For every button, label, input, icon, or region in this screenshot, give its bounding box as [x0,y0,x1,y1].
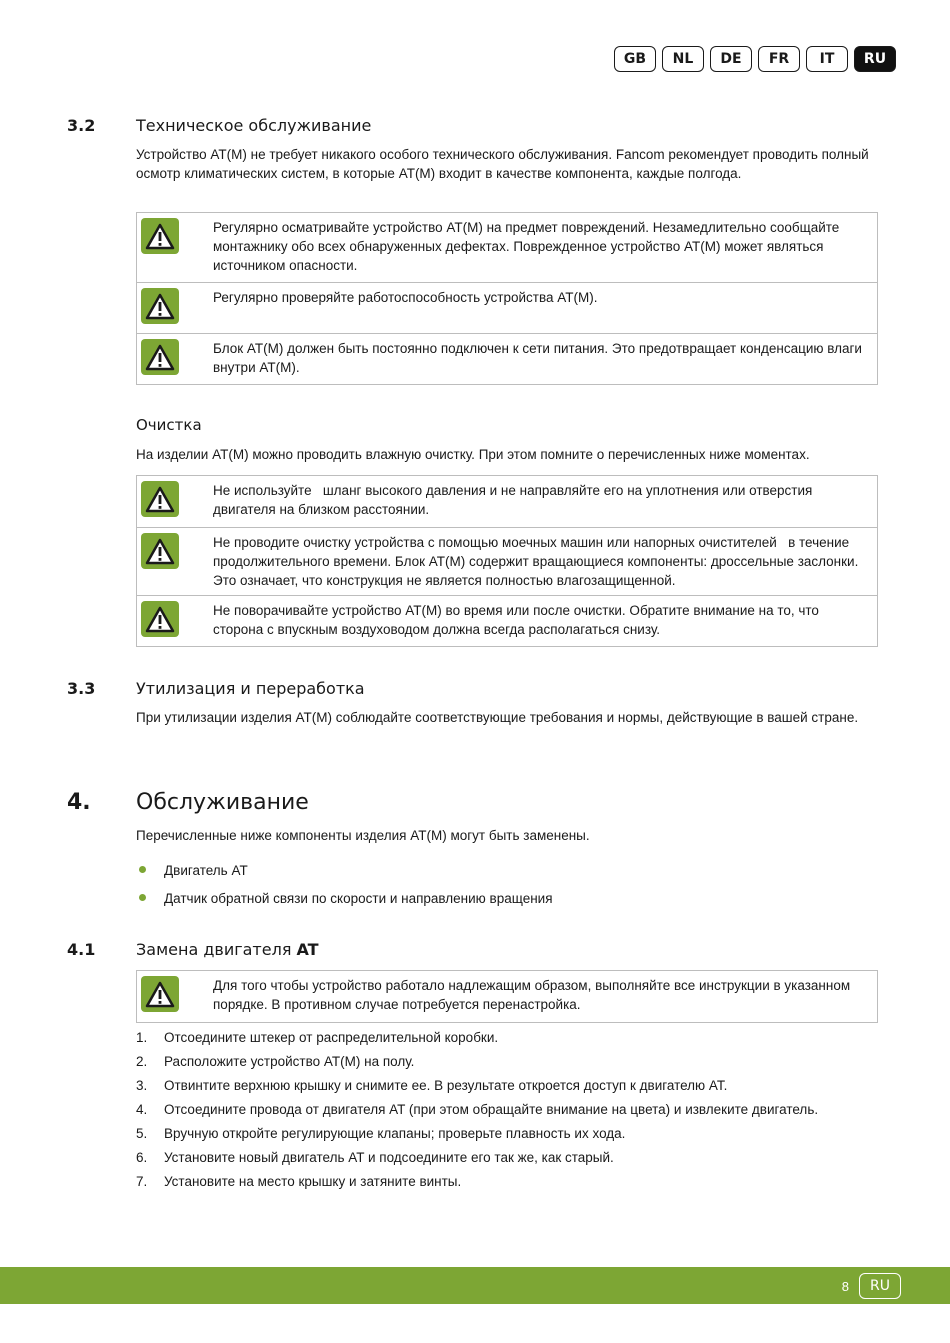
warning-text: Не проводите очистку устройства с помощью моечных машин или напорных очистителей в течение продолжительного времени. Блок AT(M) содержит вращающиеся компоненты: дроссельные заслонки. Это означает, что конструкция не является полностью влагозащищенной. [213,535,863,588]
warning-row [137,971,877,1022]
warning-triangle-icon [141,533,179,569]
page-footer [0,1267,950,1304]
warning-row [137,476,877,527]
section-4-1-title: Замена двигателя AT [136,940,319,959]
motor-replacement-steps [136,1028,876,1196]
lang-tab-ru[interactable]: RU [854,46,896,72]
chapter-4-title: Обслуживание [136,790,309,815]
motor-replacement-warning-table [136,970,878,1023]
section-3-3-number: 3.3 [67,679,96,698]
warning-row [137,333,877,384]
warning-text: Регулярно проверяйте работоспособность устройства AT(M). [213,290,598,305]
language-tabs [614,46,896,72]
warning-text: Регулярно осматривайте устройство AT(M) на предмет повреждений. Незамедлительно сообщайте монтажнику обо всех обнаруженных дефектах. Поврежденное устройство AT(M) может являться источником опасности. [213,220,840,273]
warning-triangle-icon [141,976,179,1012]
step-item: 6. Установите новый двигатель AT и подсоедините его так же, как старый. [136,1150,614,1165]
lang-tab-de[interactable]: DE [710,46,752,72]
step-item: 2. Расположите устройство AT(M) на полу. [136,1054,415,1069]
lang-tab-gb[interactable]: GB [614,46,656,72]
warning-row [137,527,877,595]
cleaning-title: Очистка [136,416,202,434]
warning-triangle-icon [141,339,179,375]
bullet-dot [139,894,146,901]
list-item: Датчик обратной связи по скорости и направлению вращения [136,889,553,908]
step-item: 7. Установите на место крышку и затяните винты. [136,1174,462,1189]
section-3-2-intro: Устройство AT(M) не требует никакого особого технического обслуживания. Fancom рекомендует проводить полный осмотр климатических систем, в которые AT(M) входит в качестве компонента, каждые полгода. [136,147,869,181]
warning-row [137,213,877,282]
footer-language-badge: RU [859,1273,901,1299]
bullet-dot [139,866,146,873]
warning-text: Для того чтобы устройство работало надлежащим образом, выполняйте все инструкции в указанном порядке. В противном случае потребуется перенастройка. [213,978,851,1012]
warning-triangle-icon [141,601,179,637]
section-3-2-number: 3.2 [67,116,96,135]
cleaning-intro: На изделии AT(M) можно проводить влажную очистку. При этом помните о перечисленных ниже моментах. [136,447,810,462]
replaceable-components-list [136,861,553,908]
step-item: 1. Отсоедините штекер от распределительной коробки. [136,1030,499,1045]
section-3-2-title: Техническое обслуживание [136,116,372,135]
cleaning-warnings-table [136,475,878,647]
warning-triangle-icon [141,288,179,324]
section-3-3-text: При утилизации изделия AT(M) соблюдайте соответствующие требования и нормы, действующие в вашей стране. [136,710,859,725]
chapter-4-number: 4. [67,790,91,815]
section-4-1-number: 4.1 [67,940,96,959]
warning-text: Не поворачивайте устройство AT(M) во время или после очистки. Обратите внимание на то, что сторона с впускным воздуховодом должна всегда располагаться снизу. [213,603,819,637]
step-item: 3. Отвинтите верхнюю крышку и снимите ее. В результате откроется доступ к двигателю AT. [136,1078,728,1093]
maintenance-warnings-table [136,212,878,385]
chapter-4-intro: Перечисленные ниже компоненты изделия AT(M) могут быть заменены. [136,828,590,843]
warning-row [137,595,877,646]
section-3-3-title: Утилизация и переработка [136,679,365,698]
lang-tab-it[interactable]: IT [806,46,848,72]
step-item: 5. Вручную откройте регулирующие клапаны; проверьте плавность их хода. [136,1126,626,1141]
lang-tab-nl[interactable]: NL [662,46,704,72]
warning-triangle-icon [141,481,179,517]
warning-row [137,282,877,333]
list-item: Двигатель AT [136,861,553,880]
warning-text: Не используйте шланг высокого давления и не направляйте его на уплотнения или отверстия двигателя на близком расстоянии. [213,483,817,517]
warning-text: Блок AT(M) должен быть постоянно подключен к сети питания. Это предотвращает конденсацию влаги внутри AT(M). [213,341,862,375]
page-number: 8 [841,1279,849,1294]
warning-triangle-icon [141,218,179,254]
lang-tab-fr[interactable]: FR [758,46,800,72]
step-item: 4. Отсоедините провода от двигателя AT (при этом обращайте внимание на цвета) и извлеките двигатель. [136,1102,819,1117]
